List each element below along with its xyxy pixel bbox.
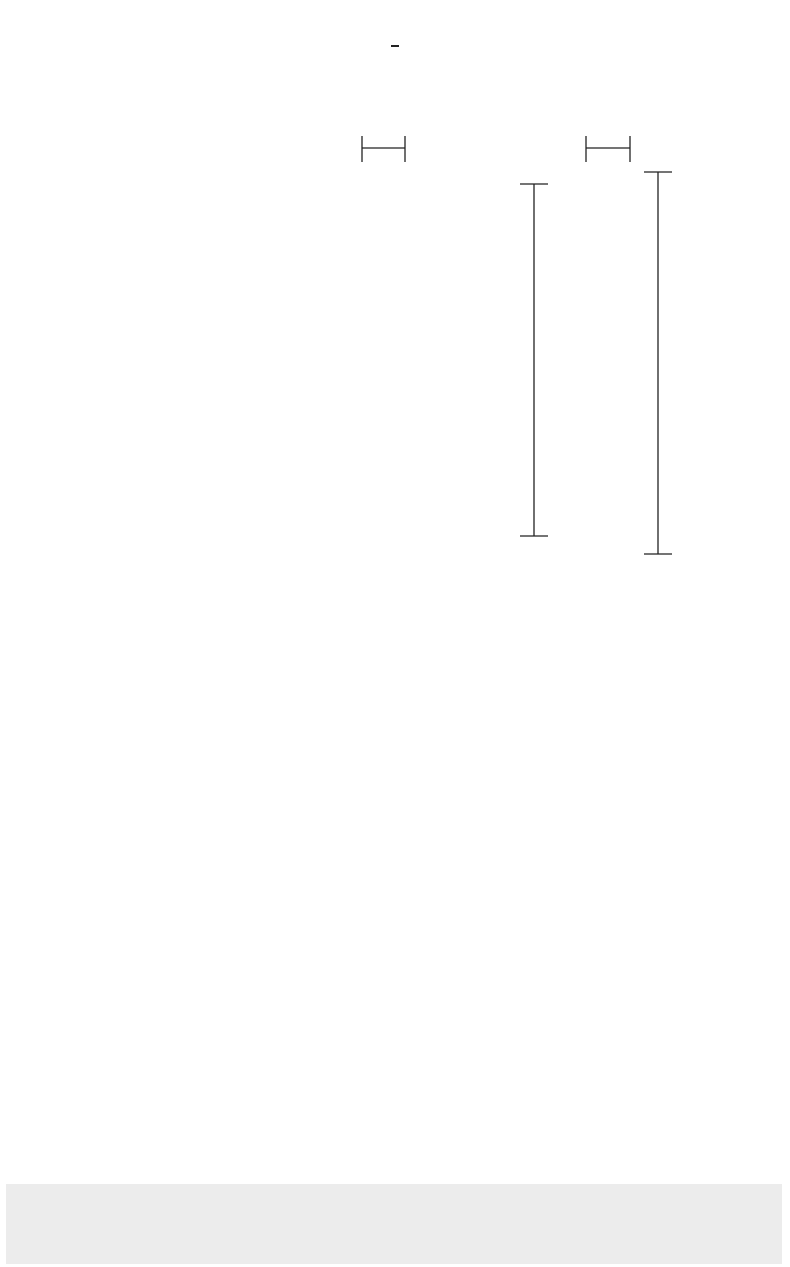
radiator-drawing [0, 100, 790, 570]
width-dimension [362, 136, 405, 162]
page-title [391, 39, 399, 47]
center-distance-dimension [520, 184, 548, 536]
side-width-dimension [586, 136, 630, 162]
page-title-wrap [0, 32, 790, 51]
notes [6, 1184, 782, 1264]
height-dimension [644, 172, 672, 554]
